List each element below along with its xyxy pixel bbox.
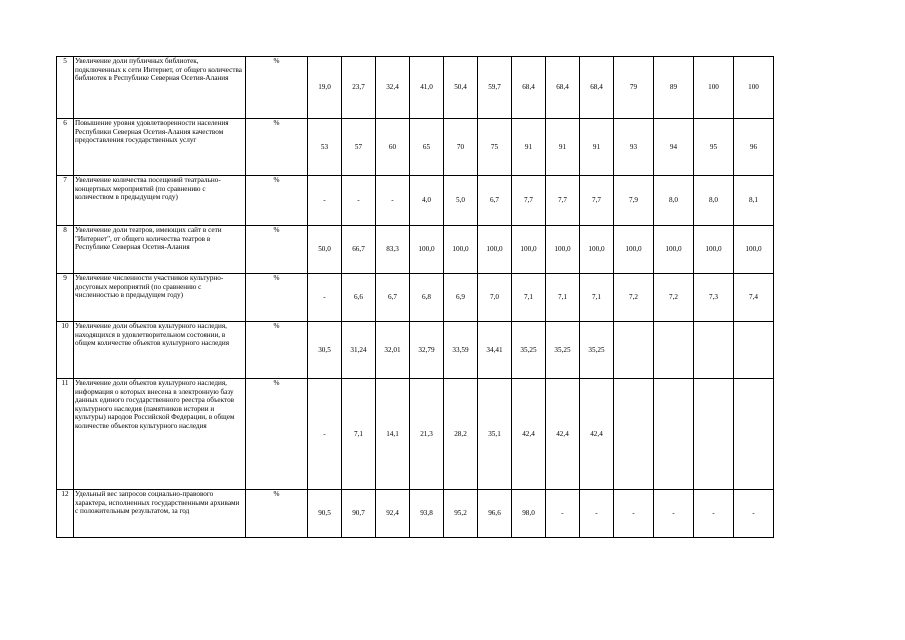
unit-cell: %: [246, 119, 308, 176]
value-cell: 30,5: [308, 322, 342, 379]
value-cell: [734, 379, 774, 490]
table-row: [57, 322, 774, 379]
value-cell: 60: [376, 119, 410, 176]
value-cell: 53: [308, 119, 342, 176]
value-cell: 32,79: [410, 322, 444, 379]
unit-cell: %: [246, 379, 308, 490]
value-cell: 32,01: [376, 322, 410, 379]
value-cell: [694, 322, 734, 379]
value-cell: 7,9: [614, 176, 654, 226]
unit-cell: %: [246, 490, 308, 538]
indicator-name: Увеличение доли театров, имеющих сайт в сети "Интернет", от общего количества театров в Республике Северная Осетия-Алания: [74, 226, 246, 274]
value-cell: 42,4: [512, 379, 546, 490]
table-row: [57, 379, 774, 490]
indicator-table: [56, 56, 774, 538]
value-cell: 7,1: [580, 274, 614, 322]
value-cell: -: [580, 490, 614, 538]
indicator-name: Удельный вес запросов социально-правового характера, исполненных государственными архивами с положительным результатом, за год: [74, 490, 246, 538]
unit-cell: %: [246, 226, 308, 274]
value-cell: 14,1: [376, 379, 410, 490]
value-cell: 4,0: [410, 176, 444, 226]
value-cell: 95: [694, 119, 734, 176]
value-cell: 93: [614, 119, 654, 176]
value-cell: [614, 322, 654, 379]
value-cell: 100,0: [546, 226, 580, 274]
value-cell: -: [342, 176, 376, 226]
value-cell: 91: [546, 119, 580, 176]
value-cell: -: [308, 379, 342, 490]
value-cell: 100,0: [444, 226, 478, 274]
value-cell: 91: [580, 119, 614, 176]
value-cell: 96,6: [478, 490, 512, 538]
value-cell: [654, 379, 694, 490]
value-cell: 75: [478, 119, 512, 176]
value-cell: 93,8: [410, 490, 444, 538]
value-cell: 100: [694, 57, 734, 119]
table-row: [57, 490, 774, 538]
value-cell: 100,0: [654, 226, 694, 274]
value-cell: 100,0: [512, 226, 546, 274]
value-cell: 90,5: [308, 490, 342, 538]
value-cell: 94: [654, 119, 694, 176]
value-cell: 6,9: [444, 274, 478, 322]
value-cell: 7,7: [546, 176, 580, 226]
value-cell: 91: [512, 119, 546, 176]
value-cell: 57: [342, 119, 376, 176]
value-cell: 100,0: [478, 226, 512, 274]
value-cell: 6,7: [376, 274, 410, 322]
value-cell: 7,7: [580, 176, 614, 226]
row-number: 7: [57, 176, 74, 226]
indicator-name: Увеличение доли объектов культурного наследия, находящихся в удовлетворительном состоянии, в общем количестве объектов культурного наследия: [74, 322, 246, 379]
value-cell: 79: [614, 57, 654, 119]
row-number: 11: [57, 379, 74, 490]
value-cell: [694, 379, 734, 490]
value-cell: 100,0: [694, 226, 734, 274]
value-cell: 65: [410, 119, 444, 176]
value-cell: -: [308, 176, 342, 226]
value-cell: 34,41: [478, 322, 512, 379]
value-cell: 66,7: [342, 226, 376, 274]
value-cell: 96: [734, 119, 774, 176]
unit-cell: %: [246, 274, 308, 322]
value-cell: 31,24: [342, 322, 376, 379]
row-number: 8: [57, 226, 74, 274]
value-cell: 100,0: [410, 226, 444, 274]
value-cell: 21,3: [410, 379, 444, 490]
indicator-name: Увеличение доли объектов культурного наследия, информация о которых внесена в электронную базу данных единого государственного реестра объектов культурного наследия (памятников истории и культуры) народов Российской Федерации, в общем количестве объектов культурного наследия: [74, 379, 246, 490]
row-number: 6: [57, 119, 74, 176]
value-cell: 7,3: [694, 274, 734, 322]
unit-cell: %: [246, 176, 308, 226]
unit-cell: %: [246, 57, 308, 119]
value-cell: 100,0: [614, 226, 654, 274]
indicator-name: Увеличение количества посещений театрально-концертных мероприятий (по сравнению с количеством в предыдущем году): [74, 176, 246, 226]
value-cell: 19,0: [308, 57, 342, 119]
value-cell: 95,2: [444, 490, 478, 538]
value-cell: -: [546, 490, 580, 538]
value-cell: 6,8: [410, 274, 444, 322]
value-cell: -: [694, 490, 734, 538]
value-cell: 6,6: [342, 274, 376, 322]
value-cell: 68,4: [580, 57, 614, 119]
row-number: 10: [57, 322, 74, 379]
indicator-name: Увеличение численности участников культурно-досуговых мероприятий (по сравнению с численностью в предыдущем году): [74, 274, 246, 322]
table-row: [57, 226, 774, 274]
value-cell: 6,7: [478, 176, 512, 226]
value-cell: 90,7: [342, 490, 376, 538]
value-cell: 7,1: [342, 379, 376, 490]
value-cell: 35,25: [546, 322, 580, 379]
table-row: [57, 57, 774, 119]
row-number: 5: [57, 57, 74, 119]
table-row: [57, 119, 774, 176]
value-cell: -: [376, 176, 410, 226]
value-cell: 23,7: [342, 57, 376, 119]
value-cell: 50,0: [308, 226, 342, 274]
value-cell: [614, 379, 654, 490]
value-cell: -: [654, 490, 694, 538]
value-cell: 70: [444, 119, 478, 176]
value-cell: 8,0: [654, 176, 694, 226]
value-cell: 68,4: [512, 57, 546, 119]
indicator-name: Повышение уровня удовлетворенности населения Республики Северная Осетия-Алания качеством предоставления государственных услуг: [74, 119, 246, 176]
value-cell: 8,1: [734, 176, 774, 226]
value-cell: 100,0: [580, 226, 614, 274]
value-cell: 7,4: [734, 274, 774, 322]
value-cell: 7,1: [546, 274, 580, 322]
value-cell: 42,4: [546, 379, 580, 490]
value-cell: 32,4: [376, 57, 410, 119]
value-cell: 7,0: [478, 274, 512, 322]
row-number: 12: [57, 490, 74, 538]
value-cell: 92,4: [376, 490, 410, 538]
value-cell: 89: [654, 57, 694, 119]
row-number: 9: [57, 274, 74, 322]
value-cell: 33,59: [444, 322, 478, 379]
value-cell: 8,0: [694, 176, 734, 226]
table-row: [57, 176, 774, 226]
value-cell: 41,0: [410, 57, 444, 119]
value-cell: 35,1: [478, 379, 512, 490]
value-cell: 98,0: [512, 490, 546, 538]
value-cell: 59,7: [478, 57, 512, 119]
value-cell: 7,1: [512, 274, 546, 322]
value-cell: 68,4: [546, 57, 580, 119]
value-cell: 35,25: [580, 322, 614, 379]
value-cell: 7,2: [614, 274, 654, 322]
value-cell: 50,4: [444, 57, 478, 119]
indicator-name: Увеличение доли публичных библиотек, подключенных к сети Интернет, от общего количества библиотек в Республике Северная Осетия-Алания: [74, 57, 246, 119]
value-cell: 83,3: [376, 226, 410, 274]
value-cell: 7,2: [654, 274, 694, 322]
value-cell: [654, 322, 694, 379]
value-cell: 100: [734, 57, 774, 119]
value-cell: -: [614, 490, 654, 538]
value-cell: -: [734, 490, 774, 538]
value-cell: [734, 322, 774, 379]
value-cell: 42,4: [580, 379, 614, 490]
value-cell: 5,0: [444, 176, 478, 226]
unit-cell: %: [246, 322, 308, 379]
value-cell: 100,0: [734, 226, 774, 274]
value-cell: 7,7: [512, 176, 546, 226]
value-cell: 35,25: [512, 322, 546, 379]
value-cell: -: [308, 274, 342, 322]
table-row: [57, 274, 774, 322]
value-cell: 28,2: [444, 379, 478, 490]
